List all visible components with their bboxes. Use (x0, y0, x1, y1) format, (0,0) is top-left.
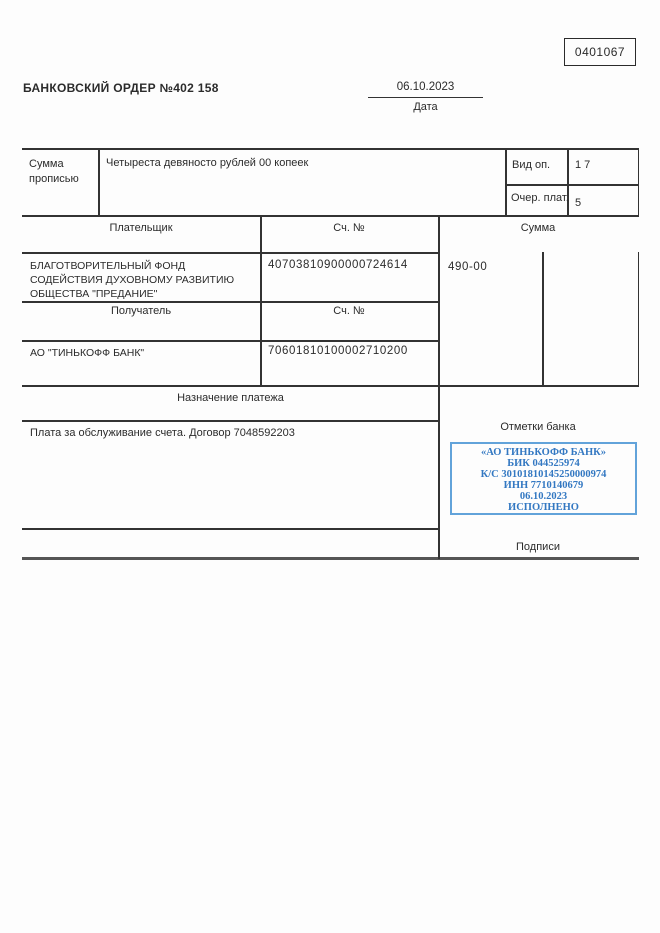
operation-type-label: Вид оп. (512, 159, 551, 171)
grid-line (638, 148, 640, 215)
grid-line (22, 301, 439, 303)
date-label: Дата (413, 101, 438, 113)
grid-line (22, 420, 439, 422)
payment-priority-value: 5 (575, 197, 582, 209)
date-block (368, 81, 483, 113)
stamp-corr-account: К/С 30101810145250000974 (480, 469, 607, 480)
grid-line (22, 340, 439, 342)
recipient-account: 70601810100002710200 (268, 345, 408, 357)
date-value: 06.10.2023 (368, 81, 483, 98)
recipient-name: АО "ТИНЬКОФФ БАНК" (30, 347, 145, 359)
amount-in-words-value: Четыреста девяносто рублей 00 копеек (106, 157, 309, 169)
stamp-bank-name: «АО ТИНЬКОФФ БАНК» (480, 447, 607, 458)
amount-in-words-label: Сумма прописью (29, 158, 79, 185)
payer-account-header: Сч. № (333, 222, 365, 234)
amount-value: 490-00 (448, 261, 488, 273)
purpose-header: Назначение платежа (177, 392, 284, 404)
payer-account: 40703810900000724614 (268, 259, 408, 271)
grid-line (567, 148, 569, 215)
bank-marks-header: Отметки банка (500, 421, 576, 433)
amount-header: Сумма (520, 222, 556, 234)
stamp-date: 06.10.2023 (519, 491, 568, 502)
grid-line (22, 528, 439, 530)
grid-line (22, 557, 639, 560)
document-title: БАНКОВСКИЙ ОРДЕР №402 158 (23, 81, 219, 95)
stamp-bik: БИК 044525974 (507, 458, 580, 469)
grid-line (542, 252, 544, 385)
bank-stamp (450, 442, 637, 515)
grid-line (22, 215, 639, 217)
signatures-label: Подписи (516, 541, 560, 553)
grid-line (22, 148, 639, 150)
grid-line (22, 385, 639, 387)
form-code-box (564, 38, 636, 66)
grid-line (98, 148, 100, 215)
payer-name: БЛАГОТВОРИТЕЛЬНЫЙ ФОНД СОДЕЙСТВИЯ ДУХОВНОМУ РАЗВИТИЮ ОБЩЕСТВА "ПРЕДАНИЕ" (30, 260, 235, 300)
payment-priority-label: Очер. плат. (511, 192, 569, 204)
payer-header: Плательщик (109, 222, 173, 234)
grid-line (22, 252, 439, 254)
form-code: 0401067 (574, 45, 626, 59)
recipient-header: Получатель (110, 305, 172, 317)
grid-line (505, 148, 507, 215)
recipient-account-header: Сч. № (333, 305, 365, 317)
operation-type-value: 17 (575, 159, 594, 171)
grid-line (505, 184, 639, 186)
order-table (22, 148, 639, 560)
grid-line (438, 215, 440, 559)
purpose-value: Плата за обслуживание счета. Договор 7048592203 (30, 427, 295, 439)
grid-line (260, 215, 262, 385)
grid-line (638, 252, 640, 385)
stamp-inn: ИНН 7710140679 (503, 480, 584, 491)
stamp-status: ИСПОЛНЕНО (508, 502, 579, 513)
